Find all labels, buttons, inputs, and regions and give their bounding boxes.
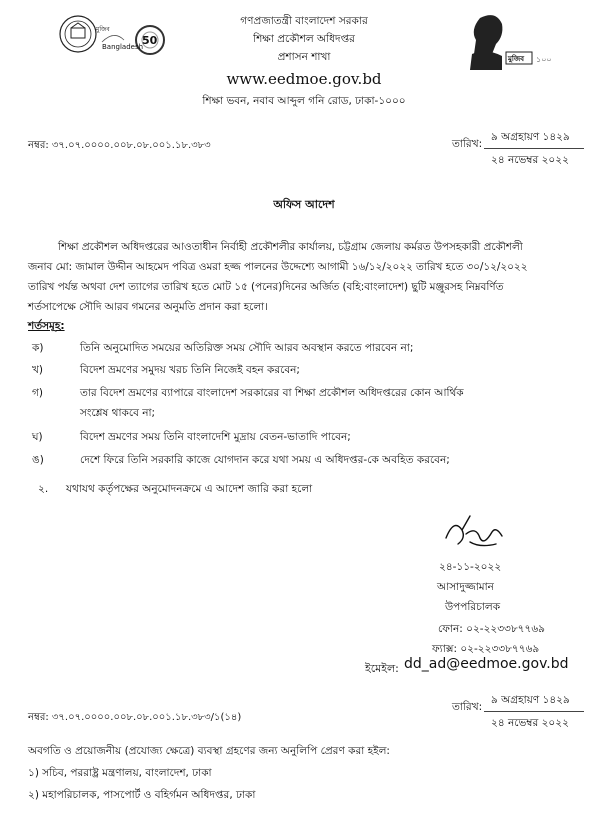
logo-small-text: মুজিব [96,26,110,33]
distribution-intro: অবগতি ও প্রয়োজনীয় (প্রযোজ্য ক্ষেত্রে) ব্যবস্থা গ্রহণের জন্য অনুলিপি প্রেরণ করা হইল: [28,745,390,757]
body-line-1: শিক্ষা প্রকৌশল অধিদপ্তরের আওতাধীন নির্বাহী প্রকৌশলীর কার্যালয়, চট্টগ্রাম জেলায় কর্মরত উপসহকারী প্রকৌশলী [58,241,523,253]
email-label: ইমেইল: [365,662,399,675]
signatory-fax: ফ্যাক্স: ০২-২২৩৩৮৭৭৬৯ [432,643,540,655]
signatory-designation: উপপরিচালক [445,601,501,613]
condition-text: তার বিদেশ ভ্রমণের ব্যাপারে বাংলাদেশ সরকারের বা শিক্ষা প্রকৌশল অধিদপ্তরের কোন আর্থিক [80,387,464,399]
memo-number: নম্বর: ৩৭.০৭.০০০০.০০৮.০৮.০০১.১৮.৩৮৩ [28,140,211,151]
header-dept: শিক্ষা প্রকৌশল অধিদপ্তর [253,33,355,45]
signature-date: ২৪-১১-২০২২ [439,561,502,573]
condition-text: তিনি অনুমোদিত সময়ের অতিরিক্ত সময় সৌদি আরব অবস্থান করতে পারবেন না; [80,342,414,354]
logo-bangladesh-text: Bangladesh [102,43,144,51]
condition-text: সংশ্লেষ থাকবে না; [80,407,156,419]
signatory-phone: ফোন: ০২-২২৩৩৮৭৭৬৯ [438,623,545,635]
condition-text: বিদেশ ভ্রমণের সমুদয় খরচ তিনি নিজেই বহন করবেন; [80,364,300,376]
body-line-2: জনাব মো: জামাল উদ্দীন আহমেদ পবিত্র ওমরা হজ্জ পালনের উদ্দেশ্যে আগামী ১৬/১২/২০২২ তারিখ হতে ৩০/১২/২০২২ [28,261,528,273]
condition-text: দেশে ফিরে তিনি সরকারি কাজে যোগদান করে যথা সময় এ অধিদপ্তর-কে অবহিত করবেন; [80,454,450,466]
header-address: শিক্ষা ভবন, নবাব আব্দুল গনি রোড, ঢাকা-১০০০ [202,95,406,107]
header-website[interactable]: www.eedmoe.gov.bd [226,70,382,88]
header-gov: গণপ্রজাতন্ত্রী বাংলাদেশ সরকার [240,15,368,27]
mujib-100-text: ১০০ [536,55,552,64]
date-bangla-bottom: ৯ অগ্রহায়ণ ১৪২৯ [491,694,570,706]
body-line-4: শর্তসাপেক্ষে সৌদি আরব গমনের অনুমতি প্রদান করা হলো। [28,301,268,313]
distribution-item: ১) সচিব, পররাষ্ট্র মন্ত্রণালয়, বাংলাদেশ, ঢাকা [28,767,212,779]
condition-num: ঙ) [32,454,44,466]
condition-num: ক) [32,342,44,354]
signatory-email[interactable]: dd_ad@eedmoe.gov.bd [404,656,569,672]
signature-image [440,508,506,554]
body-line-3: তারিখ পর্যন্ত অথবা দেশ ত্যাগের তারিখ হতে মোট ১৫ (পনের)দিনের অর্জিত (বহি:বাংলাদেশ) ছুটি মঞ্জুরসহ নিম্নবর্ণিত [28,281,504,293]
condition-num: ঘ) [32,431,43,443]
point2-num: ২. [38,483,49,495]
date-divider [484,148,584,149]
point2-text: যথাযথ কর্তৃপক্ষের অনুমোদনক্রমে এ আদেশ জারি করা হলো [66,483,313,495]
date-label-bottom: তারিখ: [452,701,483,713]
date-label: তারিখ: [452,138,483,150]
condition-num: খ) [32,364,43,376]
signatory-name: আসাদুজ্জামান [437,581,494,593]
date-english-bottom: ২৪ নভেম্বর ২০২২ [491,717,569,729]
conditions-heading: শর্তসমূহ: [28,320,65,332]
date-divider-bottom [484,711,584,712]
date-english: ২৪ নভেম্বর ২০২২ [491,154,569,166]
logo-50-text: 50 [142,34,158,47]
date-bangla: ৯ অগ্রহায়ণ ১৪২৯ [491,131,570,143]
mujib-text: মুজিব [508,55,525,63]
condition-num: গ) [32,387,43,399]
memo-number-bottom: নম্বর: ৩৭.০৭.০০০০.০০৮.০৮.০০১.১৮.৩৮৩/১(১৪) [28,712,242,723]
page-title: অফিস আদেশ [273,198,335,211]
condition-text: বিদেশ ভ্রমণের সময় তিনি বাংলাদেশি মুদ্রায় বেতন-ভাতাদি পাবেন; [80,431,351,443]
distribution-item: ২) মহাপরিচালক, পাসপোর্ট ও বহির্গমন অধিদপ্তর, ঢাকা [28,789,256,801]
header-branch: প্রশাসন শাখা [277,51,331,63]
